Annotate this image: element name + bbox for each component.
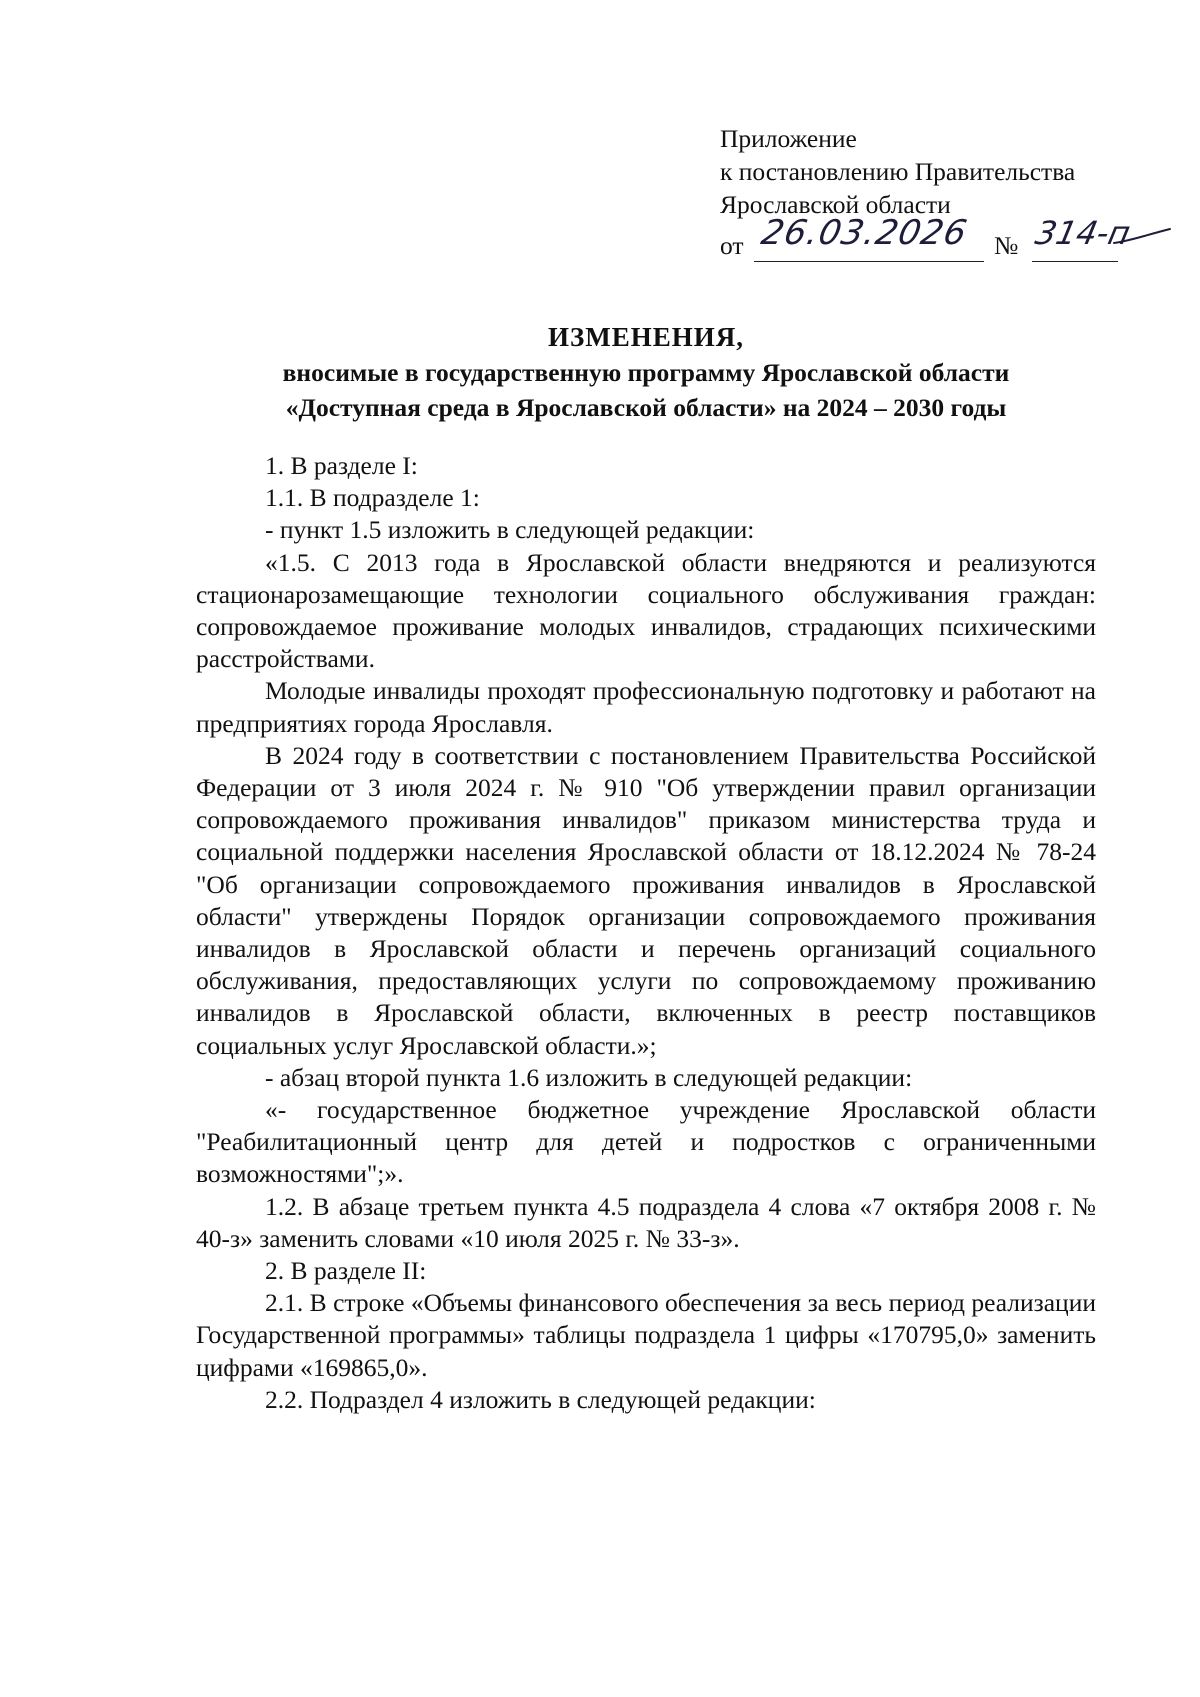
paragraph-young-disabled: Молодые инвалиды проходят профессиональную подготовку и работают на предприятиях города Ярославля. [196,676,1096,738]
paragraph-subsection-1-2: 1.2. В абзаце третьем пункта 4.5 подраздела 4 слова «7 октября 2008 г. № 40-з» заменить словами «10 июля 2025 г. № 33-з». [196,1191,1096,1253]
handwritten-number: 314-п [1032,214,1134,252]
attachment-header [720,122,1180,261]
paragraph-item-1-6-intro: - абзац второй пункта 1.6 изложить в следующей редакции: [265,1062,913,1092]
attachment-label: Приложение [720,124,857,153]
document-body [196,450,1096,1416]
document-title-block [196,320,1096,425]
number-label: № [994,231,1019,260]
pen-stroke-icon [1112,227,1172,247]
date-number-line [720,213,1180,261]
paragraph-subsection-2-2: 2.2. Подраздел 4 изложить в следующей редакции: [265,1384,816,1414]
document-title: ИЗМЕНЕНИЯ, [547,322,744,352]
document-subtitle-line-1: вносимые в государственную программу Ярославской области [282,358,1010,387]
paragraph-subsection-1-1: 1.1. В подразделе 1: [265,483,480,513]
paragraph-2024-regulation: В 2024 году в соответствии с постановлением Правительства Российской Федерации от 3 июля 2024 г. № 910 "Об утверждении правил организации сопровождаемого проживания инвалидов" приказом министерства труда и социальной поддержки населения Ярославской области от 18.12.2024 № 78-24 "Об организации сопровождаемого проживания инвалидов в Ярославской области" утверждены Порядок организации сопровождаемого проживания инвалидов в Ярославской области и перечень организаций социального обслуживания, предоставляющих услуги по сопровождаемому проживанию инвалидов в Ярославской области, включенных в реестр поставщиков социальных услуг Ярославской области.»; [196,740,1096,1060]
paragraph-item-1-5-text: «1.5. С 2013 года в Ярославской области внедряются и реализуются стационарозамещающие технологии социального обслуживания граждан: сопровождаемое проживание молодых инвалидов, страдающих психическими расстройствами. [196,547,1096,674]
date-field [754,213,984,262]
date-label: от [720,231,744,260]
document-subtitle-line-2: «Доступная среда в Ярославской области» на 2024 – 2030 годы [285,393,1007,422]
paragraph-item-1-5-intro: - пункт 1.5 изложить в следующей редакции: [265,515,755,545]
paragraph-section-1: 1. В разделе I: [265,451,418,480]
attachment-resolution-line: к постановлению Правительства [720,157,1076,186]
paragraph-item-1-6-text: «- государственное бюджетное учреждение Ярославской области "Реабилитационный центр для детей и подростков с ограниченными возможностями";». [196,1095,1096,1189]
paragraph-section-2: 2. В разделе II: [265,1256,427,1286]
paragraph-subsection-2-1: 2.1. В строке «Объемы финансового обеспечения за весь период реализации Государственной программы» таблицы подраздела 1 цифры «170795,0» заменить цифрами «169865,0». [196,1288,1096,1382]
handwritten-date: 26.03.2026 [757,213,972,253]
number-field [1032,214,1134,262]
attachment-region-line: Ярославской области [720,190,951,219]
